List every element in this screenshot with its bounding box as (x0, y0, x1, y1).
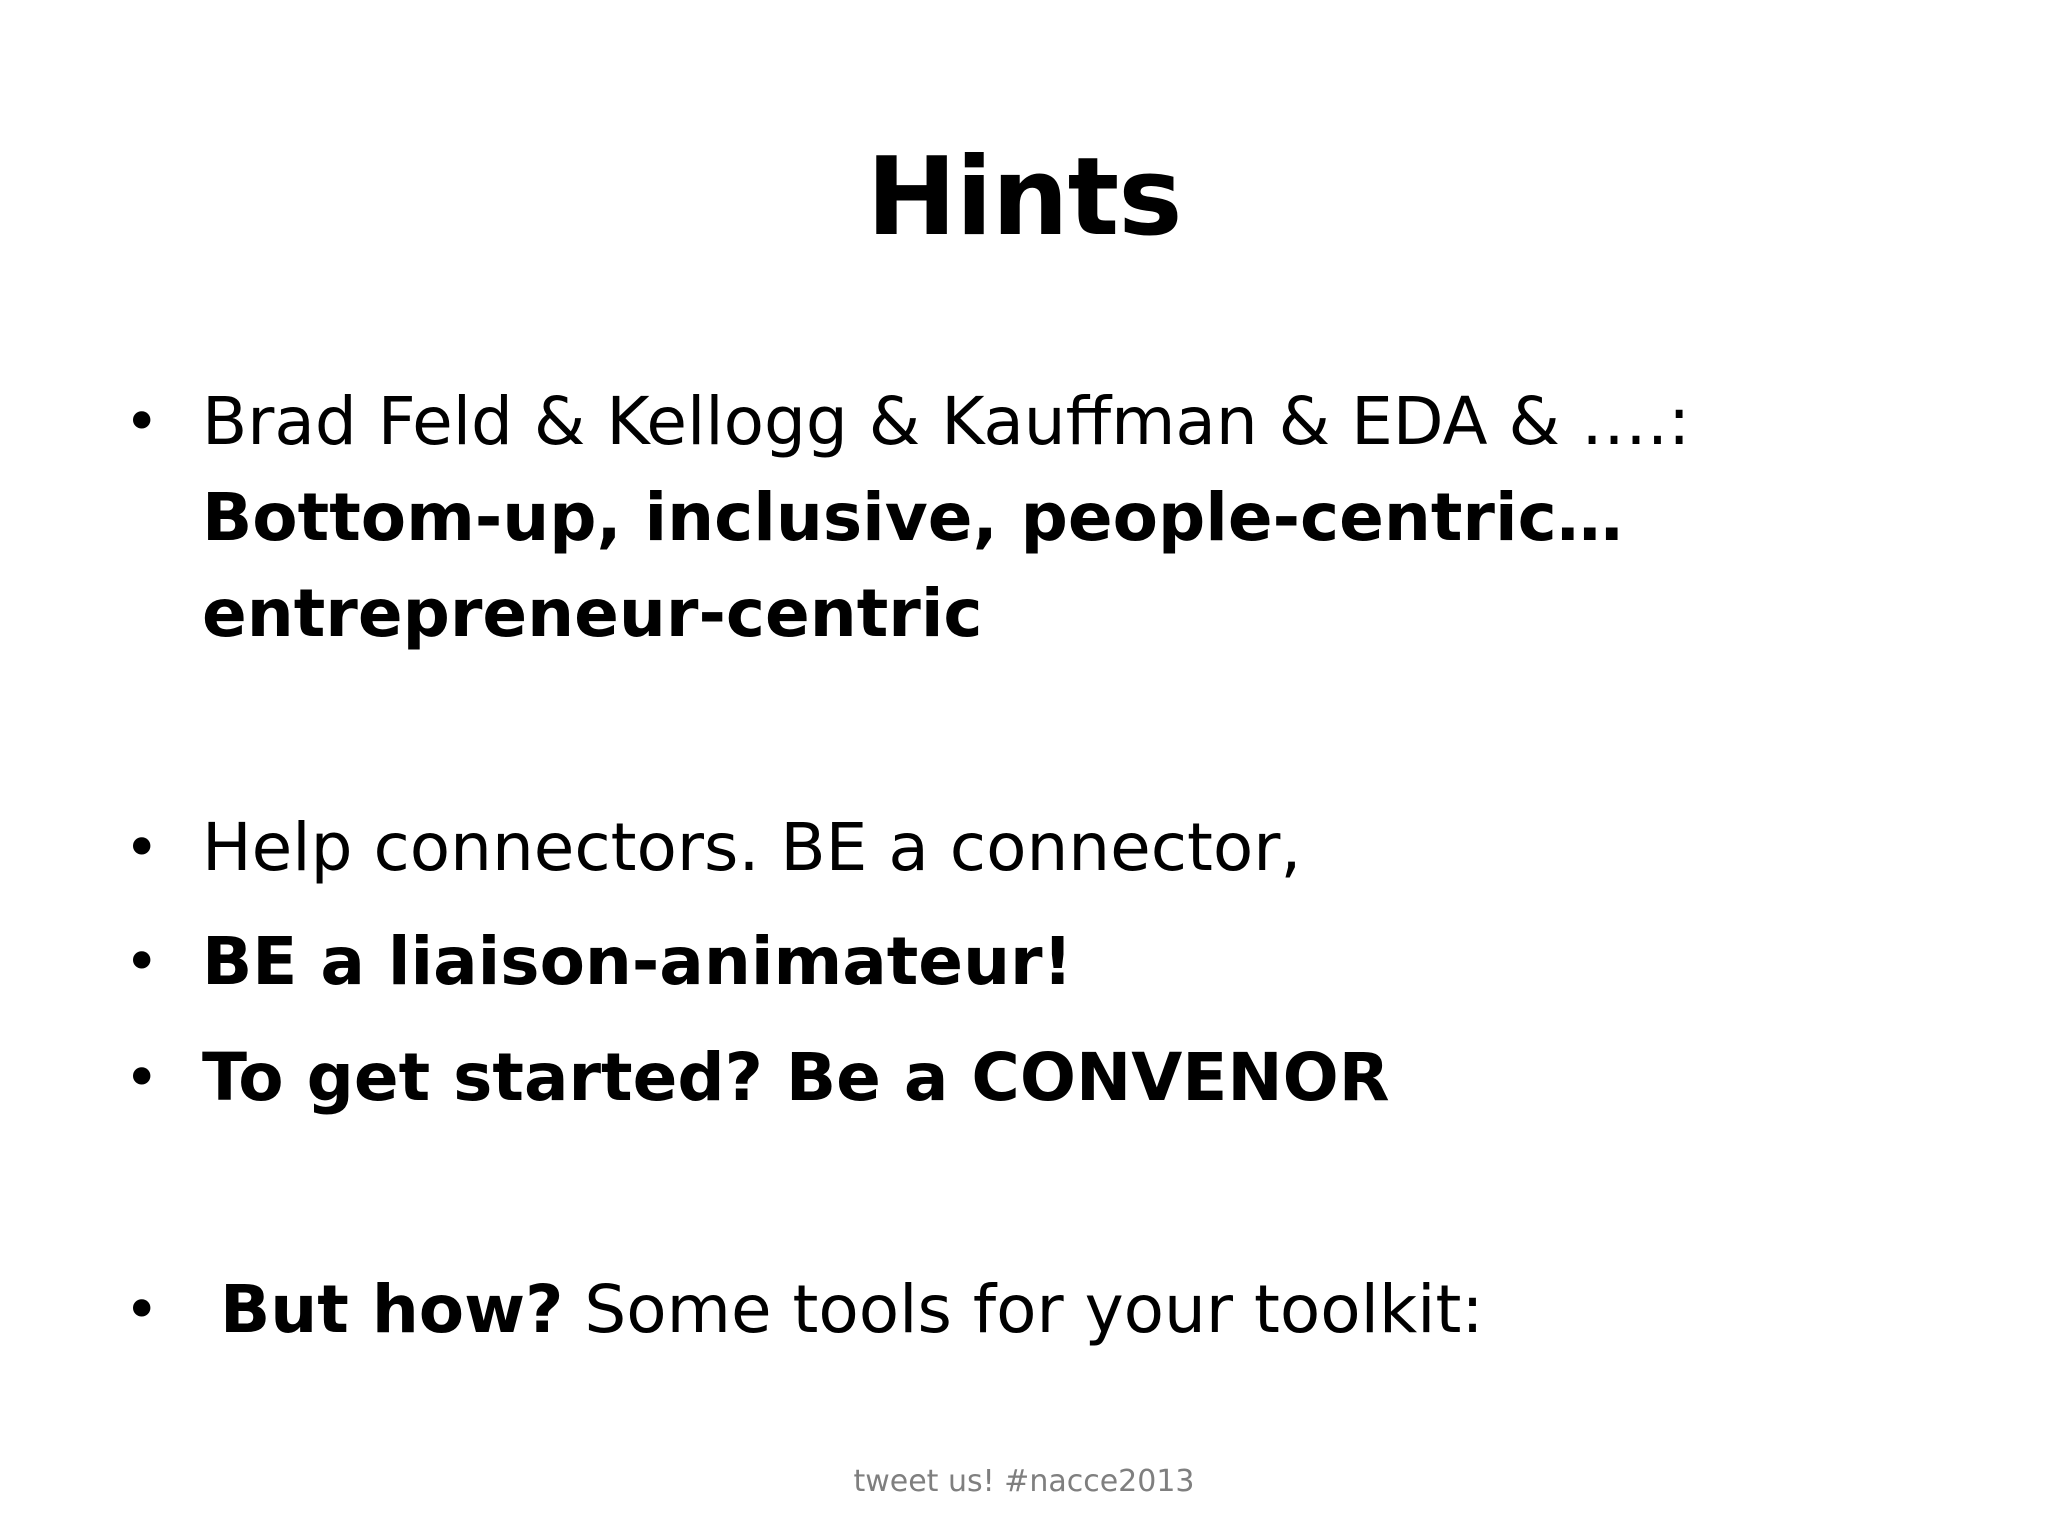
bullet-5-normal-part: Some tools for your toolkit: (563, 1271, 1484, 1348)
bullet-marker: • (124, 927, 160, 997)
slide-footer: tweet us! #nacce2013 (853, 1464, 1195, 1499)
bullet-marker: • (124, 387, 160, 457)
bullet-marker: • (124, 1275, 160, 1345)
bullet-5-text (220, 1262, 1484, 1358)
slide-title: Hints (866, 135, 1182, 260)
bullet-5-bold-part: But how? (220, 1271, 564, 1348)
bullet-marker: • (124, 813, 160, 883)
bullet-3-text: BE a liaison-animateur! (202, 923, 1073, 1000)
bullet-1-line-3: entrepreneur-centric (202, 575, 983, 652)
bullet-marker: • (124, 1043, 160, 1113)
bullet-1-line-1: Brad Feld & Kellogg & Kauffman & EDA & ….: (202, 383, 1691, 460)
bullet-2-text: Help connectors. BE a connector, (202, 809, 1302, 886)
bullet-1-line-2: Bottom-up, inclusive, people-centric… (202, 479, 1623, 556)
bullet-4-text: To get started? Be a CONVENOR (202, 1039, 1390, 1116)
